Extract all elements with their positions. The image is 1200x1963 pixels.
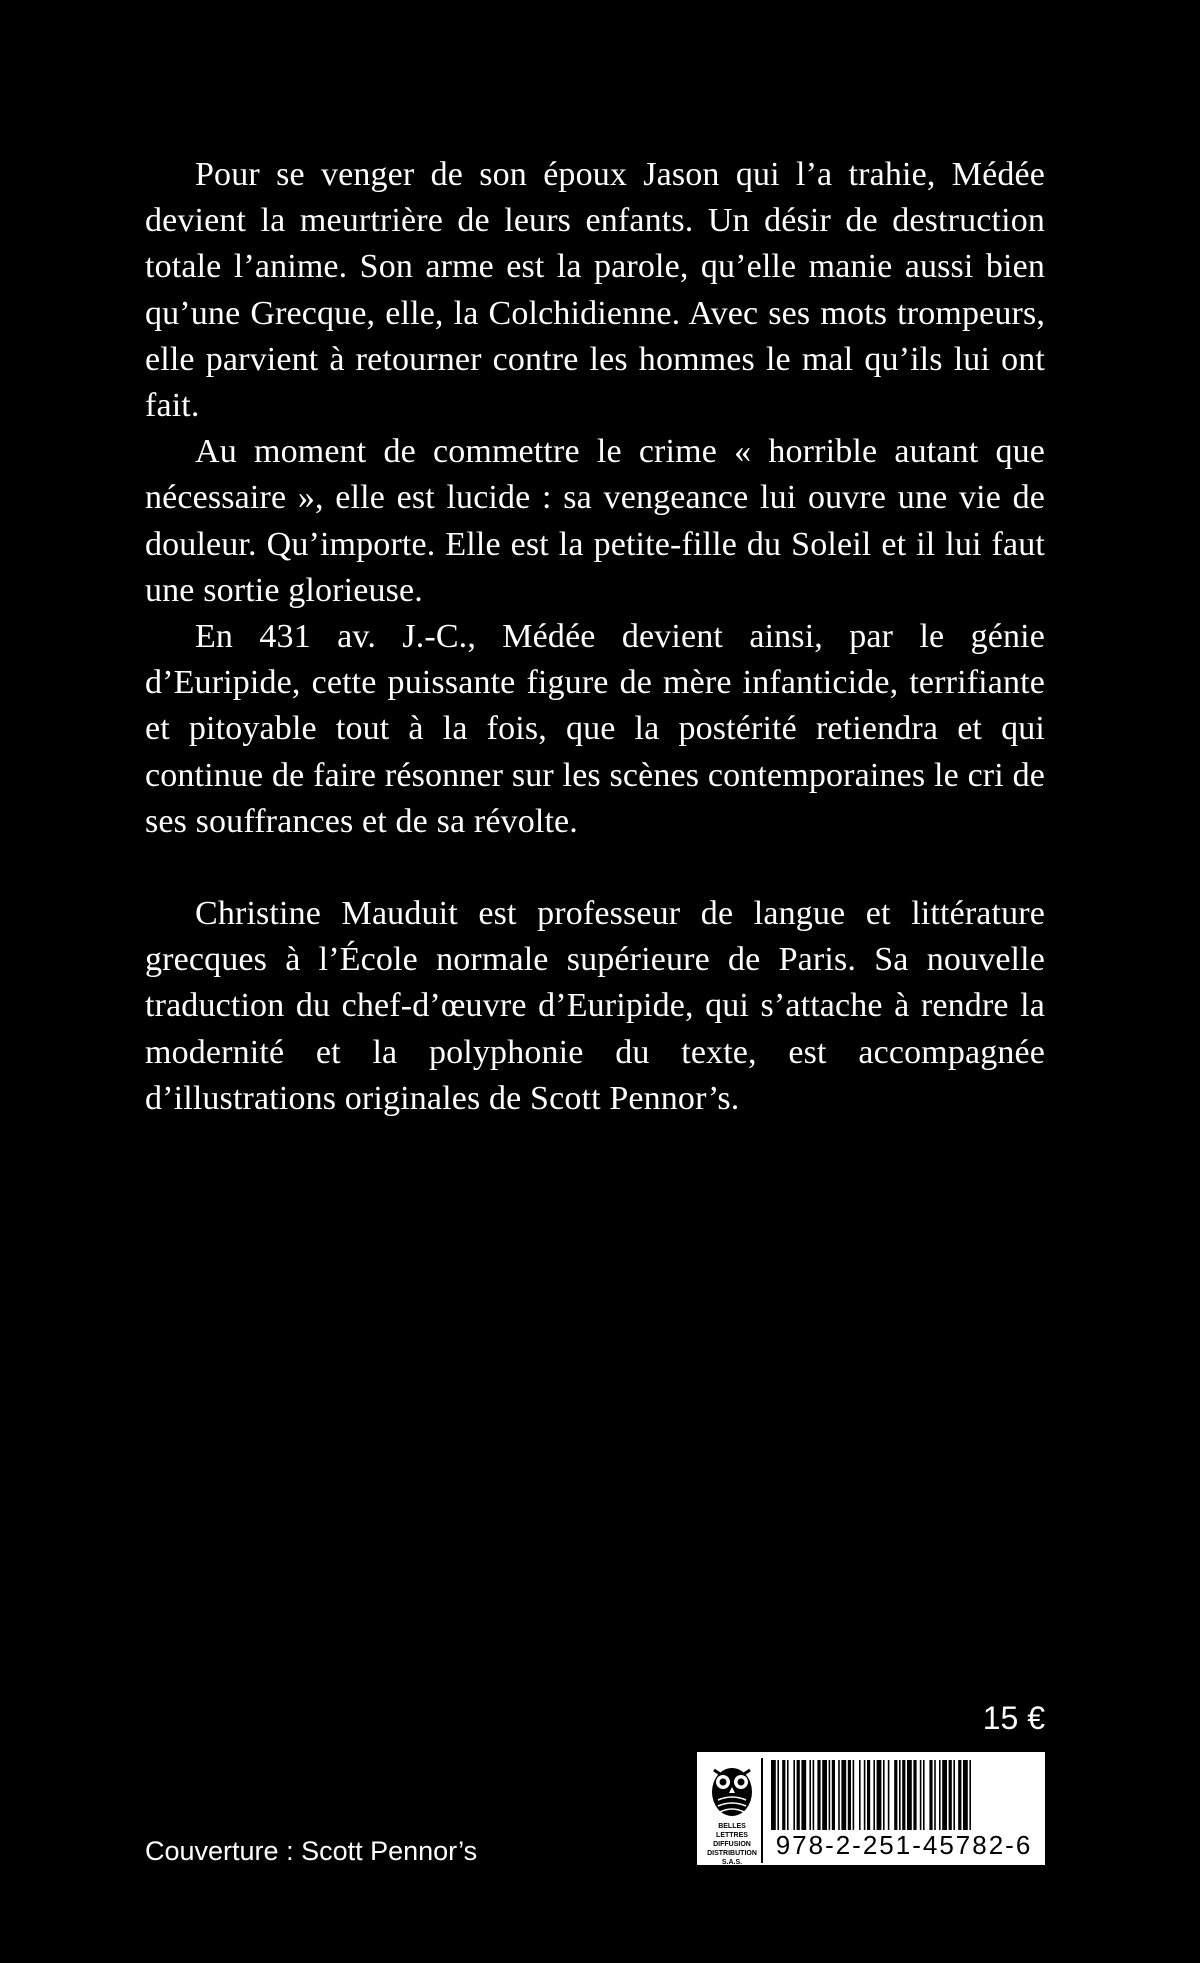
publisher-logo <box>703 1758 763 1866</box>
barcode-bar <box>787 1760 789 1830</box>
barcode-bar <box>920 1760 922 1830</box>
owl-logo-icon <box>706 1760 758 1818</box>
summary-paragraph-2: Au moment de commettre le crime « horrible autant que nécessaire », elle est lucide : sa vengeance lui ouvre une vie de douleur. Qu’importe. Elle est la petite-fille du Soleil et il lui faut une sortie glorieuse. <box>145 433 1045 609</box>
barcode-bar <box>829 1760 831 1830</box>
barcode-bar <box>902 1760 905 1830</box>
barcode-bar <box>958 1760 961 1830</box>
barcode-bar <box>859 1760 861 1830</box>
barcode-icon <box>771 1760 1037 1830</box>
publisher-line: DISTRIBUTION <box>707 1850 757 1857</box>
barcode-bar <box>771 1760 776 1830</box>
barcode-bar <box>929 1760 932 1830</box>
barcode-bar <box>822 1760 827 1830</box>
barcode-bar <box>953 1760 955 1830</box>
barcode-label <box>697 1752 1045 1865</box>
price-label: 15 € <box>982 1700 1045 1736</box>
publisher-line: S.A.S. <box>721 1859 743 1866</box>
isbn-number: 978-2-251-45782-6 <box>775 1830 1033 1860</box>
author-bio-paragraph: Christine Mauduit est professeur de langue et littérature grecques à l’École normale supérieure de Paris. Sa nouvelle traduction du chef-d’œuvre d’Euripide, qui s’attache à rendre la modernité et la polyphonie du texte, est accompagnée d’illustrations originales de Scott Pennor’s. <box>145 895 1045 1117</box>
barcode-bar <box>817 1760 820 1830</box>
barcode-bar <box>969 1760 971 1830</box>
barcode-bar <box>939 1760 941 1830</box>
barcode-bar <box>777 1760 779 1830</box>
barcode-bar <box>813 1760 815 1830</box>
back-cover-text <box>145 152 1045 1122</box>
barcode-bar <box>877 1760 882 1830</box>
barcode-bar <box>853 1760 855 1830</box>
barcode-bar <box>949 1760 952 1830</box>
barcode-bar <box>899 1760 901 1830</box>
publisher-line: BELLES LETTRES <box>716 1823 748 1839</box>
barcode-bar <box>873 1760 875 1830</box>
barcode-bar <box>867 1760 870 1830</box>
barcode-bar <box>894 1760 897 1830</box>
barcode-bar <box>883 1760 885 1830</box>
barcode-bar <box>963 1760 968 1830</box>
summary-paragraph-3: En 431 av. J.-C., Médée devient ainsi, par le génie d’Euripide, cette puissante figure de mère infanticide, terrifiante et pitoyable tout à la fois, que la postérité retiendra et qui continue de faire résonner sur les scènes contemporaines le cri de ses souffrances et de sa révolte. <box>145 618 1045 840</box>
barcode-bar <box>913 1760 916 1830</box>
barcode-bar <box>793 1760 795 1830</box>
barcode-bar <box>809 1760 811 1830</box>
publisher-name <box>703 1822 761 1867</box>
barcode-bar <box>888 1760 890 1830</box>
barcode-bar <box>934 1760 936 1830</box>
barcode-bar <box>838 1760 840 1830</box>
cover-credit: Couverture : Scott Pennor’s <box>145 1836 478 1866</box>
barcode-bar <box>942 1760 947 1830</box>
barcode-bar <box>832 1760 835 1830</box>
barcode-bar <box>907 1760 912 1830</box>
barcode-bar <box>782 1760 785 1830</box>
barcode-bar <box>864 1760 866 1830</box>
summary-paragraph-1: Pour se venger de son époux Jason qui l’a trahie, Médée devient la meurtrière de leurs enfants. Un désir de destruction totale l’anime. Son arme est la parole, qu’elle manie aussi bien qu’une Grecque, elle, la Colchidienne. Avec ses mots trompeurs, elle parvient à retourner contre les hommes le mal qu’ils lui ont fait. <box>145 156 1045 425</box>
barcode-bar <box>801 1760 806 1830</box>
barcode-bar <box>923 1760 925 1830</box>
barcode-bar <box>848 1760 851 1830</box>
barcode-bar <box>797 1760 800 1830</box>
barcode-bar <box>841 1760 846 1830</box>
publisher-line: DIFFUSION <box>713 1841 751 1848</box>
